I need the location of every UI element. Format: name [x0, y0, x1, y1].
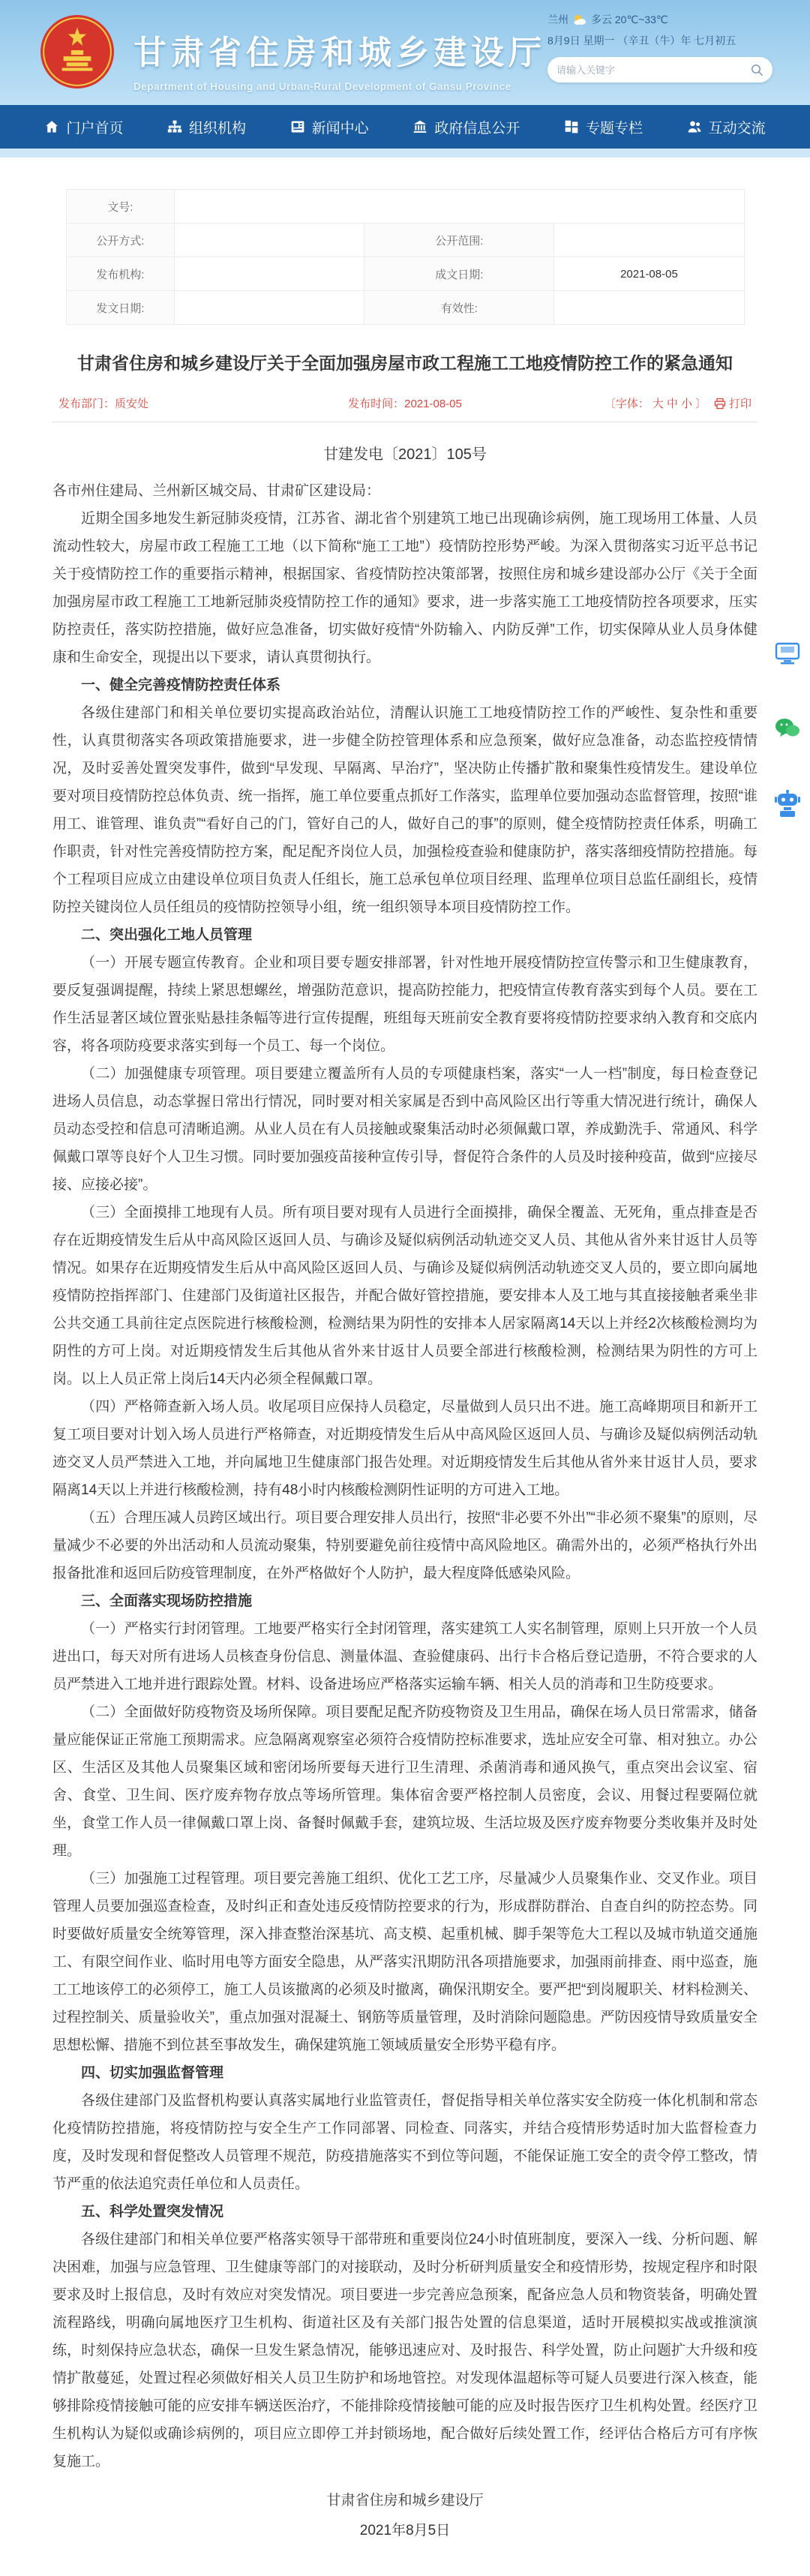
article-paragraph: （一）开展专题宣传教育。企业和项目要专题安排部署，针对性地开展疫情防控宣传警示和卫生健康教育，要反复强调提醒，持续上紧思想螺丝，增强防范意识，提高防控能力，把疫情宣传教育落实到每个人员。要在工作生活显著区域位置张贴悬挂条幅等进行宣传提醒，班组每天班前安全教育要将疫情防控要求纳入教育和交底内容，将各项防疫要求落实到每一个员工、每一个岗位。 [52, 955, 758, 1054]
font-size-control [603, 395, 708, 411]
weather-city: 兰州 [548, 14, 568, 26]
filing-pub-org-value [175, 257, 364, 291]
article-body [52, 477, 758, 2475]
nav-item-label: 新闻中心 [311, 120, 369, 137]
filing-open-type-value [175, 224, 364, 257]
nav-item-label: 政府信息公开 [434, 120, 520, 137]
publish-department: 发布部门：质安处 [58, 398, 149, 410]
print-label: 打印 [728, 398, 752, 410]
filing-issue-date-value [175, 291, 364, 325]
org-chart-icon [167, 119, 182, 134]
article-paragraph: 五、科学处置突发情况 [81, 2204, 224, 2220]
wechat-icon [774, 716, 801, 740]
nav-bottom-strip [0, 149, 810, 158]
site-title: 甘肃省住房和城乡建设厅 [134, 35, 546, 71]
article-paragraph: （三）加强施工过程管理。项目要完善施工组织、优化工艺工序，尽量减少人员聚集作业、交叉作业。项目管理人员要加强巡查检查，及时纠正和查处违反疫情防控要求的行为，形成群防群治、自查自纠的防控态势。同时要做好质量安全统筹管理，深入排查整治深基坑、高支模、起重机械、脚手架等危大工程以及城市轨道交通施工、有限空间作业、临时用电等方面安全隐患，从严落实汛期防汛各项措施要求，加强雨前排查、雨中巡查，施工工地该停工的必须停工，施工人员该撤离的必须及时撤离，确保汛期安全。要严把“到岗履职关、材料检测关、过程控制关、质量验收关”，重点加强对混凝土、钢筋等质量管理，及时消除问题隐患。严防因疫情导致质量安全思想松懈、措施不到位甚至事故发生，确保建筑施工领域质量安全形势平稳有序。 [52, 1871, 758, 2053]
article-paragraph: 一、健全完善疫情防控责任体系 [81, 677, 281, 693]
article-paragraph: 四、切实加强监督管理 [81, 2065, 224, 2081]
article-title: 甘肃省住房和城乡建设厅关于全面加强房屋市政工程施工工地疫情防控工作的紧急通知 [77, 353, 733, 373]
national-emblem-logo [39, 14, 116, 90]
document-filing-table [66, 189, 745, 325]
print-button[interactable] [714, 395, 752, 411]
search-icon [751, 64, 764, 77]
article-paragraph: （五）合理压减人员跨区域出行。项目要合理安排人员出行，按照“非必要不外出”“非必须不聚集”的原则，尽量减少不必要的外出活动和人员流动聚集，特别要避免前往疫情中高风险地区。确需外出的，必须严格执行外出报备批准和返回后防疫管理制度，在外严格做好个人防护，最大程度降低感染风险。 [52, 1510, 758, 1581]
grid-icon [564, 119, 579, 134]
article-paragraph: （三）全面摸排工地现有人员。所有项目要对现有人员进行全面摸排，确保全覆盖、无死角，重点排查是否存在近期疫情发生后从中高风险区返回人员、与确诊及疑似病例活动轨迹交叉人员、其他从省外来甘返甘人员等情况。如果存在近期疫情发生后从中高风险区返回人员、与确诊及疑似病例活动轨迹交叉人员的，要立即向属地疫情防控指挥部门、住建部门及街道社区报告，并配合做好管控措施，要安排本人及工地与其直接接触者乘坐非公共交通工具前往定点医院进行核酸检测，检测结果为阴性的安排本人居家隔离14天以上并经2次核酸检测均为阴性的方可上岗。对近期疫情发生后其他从省外来甘返甘人员要全部进行核酸检测，检测结果为阴性的方可上岗。以上人员正常上岗后14天内必须全程佩戴口罩。 [52, 1205, 758, 1387]
nav-item-label: 互动交流 [708, 120, 766, 137]
filing-issue-date-label: 发文日期: [66, 291, 175, 325]
site-header [0, 0, 810, 105]
main-nav [0, 105, 810, 149]
filing-open-type-label: 公开方式: [66, 224, 175, 257]
monitor-icon [775, 642, 800, 665]
article-paragraph: 各级住建部门和相关单位要切实提高政治站位，清醒认识施工工地疫情防控工作的严峻性、复杂性和重要性，认真贯彻落实各项政策措施要求，进一步健全防控管理体系和应急预案，做好应急准备，动态监控疫情情况，及时妥善处置突发事件，做到“早发现、早隔离、早治疗”，坚决防止传播扩散和聚集性疫情发生。建设单位要对项目疫情防控总体负责、统一指挥，施工单位要重点抓好工作落实，监理单位要加强动态监督管理，按照“谁用工、谁管理、谁负责”“看好自己的门，管好自己的人，做好自己的事”的原则，健全疫情防控责任体系，明确工作职责，针对性完善疫情防控方案，配足配齐岗位人员，加强检疫查验和健康防护，落实落细疫情防控措施。每个工程项目应成立由建设单位项目负责人任组长，施工总承包单位项目经理、监理单位项目总监任副组长，疫情防控关键岗位人员任组员的疫情防控领导小组，统一组织领导本项目疫情防控工作。 [52, 705, 758, 915]
filing-validity-label: 有效性: [364, 291, 554, 325]
home-icon [44, 119, 59, 134]
article-paragraph: （二）加强健康专项管理。项目要建立覆盖所有人员的专项健康档案，落实“一人一档”制度，每日检查登记进场人员信息，动态掌握日常出行情况，同时要对相关家属是否到中高风险区出行等重大情况进行统计，确保人员动态受控和信息可清晰追溯。从业人员在有人员接触或聚集活动时必须佩戴口罩，养成勤洗手、常通风、科学佩戴口罩等良好个人卫生习惯。同时要加强疫苗接种宣传引导，督促符合条件的人员及时接种疫苗，做到“应接尽接、应接必接”。 [52, 1066, 758, 1193]
nav-item-home[interactable] [37, 105, 130, 149]
nav-item-label: 组织机构 [188, 120, 246, 137]
article-paragraph: （一）严格实行封闭管理。工地要严格实行全封闭管理，落实建筑工人实名制管理，原则上只开放一个人员进出口，每天对所有进场人员核查身份信息、测量体温、查验健康码、出行卡合格后登记造册，不符合要求的人员严禁进入工地并进行跟踪处置。材料、设备进场应严格落实运输车辆、相关人员的消毒和卫生防疫要求。 [52, 1621, 758, 1692]
filing-open-scope-value [554, 224, 744, 257]
robot-assistant-button[interactable] [773, 789, 802, 818]
government-building-icon [412, 119, 428, 134]
filing-doc-no-label: 文号: [66, 190, 175, 224]
filing-write-date-value: 2021-08-05 [554, 257, 744, 291]
wechat-button[interactable] [773, 714, 802, 743]
document-content [0, 158, 810, 2576]
nav-item-special-columns[interactable] [556, 105, 650, 149]
nav-item-interaction[interactable] [680, 105, 773, 149]
article-paragraph: （四）严格筛查新入场人员。收尾项目应保持人员稳定，尽量做到人员只出不进。施工高峰期项目和新开工复工项目要对计划入场人员进行严格筛查，对近期疫情发生后从中高风险区返回人员、与确诊及疑似病例活动轨迹交叉人员严禁进入工地，并向属地卫生健康部门报告处理。对近期疫情发生后其他从省外来甘返甘人员，要求隔离14天以上并进行核酸检测，持有48小时内核酸检测阴性证明的方可进入工地。 [52, 1399, 758, 1498]
people-icon [687, 119, 702, 134]
nav-item-news[interactable] [283, 105, 376, 149]
search-input[interactable] [556, 65, 751, 76]
pc-version-button[interactable] [773, 639, 802, 668]
document-number: 甘建发电〔2021〕105号 [323, 446, 487, 463]
article-paragraph: 三、全面落实现场防控措施 [81, 1593, 253, 1609]
weather-text: 多云 20℃~33℃ [591, 14, 668, 26]
article-paragraph: 各级住建部门和相关单位要严格落实领导干部带班和重要岗位24小时值班制度，要深入一线、分析问题、解决困难，加强与应急管理、卫生健康等部门的对接联动，及时分析研判质量安全和疫情形势，按规定程序和时限要求及时上报信息，及时有效应对突发情况。项目要进一步完善应急预案，配备应急人员和物资装备，明确处置流程路线，明确向属地医疗卫生机构、街道社区及有关部门报告处置的信息渠道，适时开展模拟实战或推演演练，时刻保持应急状态，确保一旦发生紧急情况，能够迅速应对、及时报告、科学处置，防止问题扩大升级和疫情扩散蔓延，处置过程必须做好相关人员卫生防护和场地管控。对发现体温超标等可疑人员要进行深入核查，能够排除疫情接触可能的应安排车辆送医治疗，不能排除疫情接触可能的应及时报告医疗卫生机构处置。经医疗卫生机构认为疑似或确诊病例的，项目应立即停工并封锁场地，配合做好后续处置工作，经评估合格后方可有序恢复施工。 [52, 2232, 758, 2469]
nav-item-label: 专题专栏 [585, 120, 643, 137]
floating-widget-bar [771, 639, 804, 818]
nav-item-label: 门户首页 [66, 120, 124, 137]
site-subtitle: Department of Housing and Urban-Rural Development of Gansu Province [134, 81, 512, 92]
filing-doc-no-value [175, 190, 744, 224]
font-size-suffix: 〕 [694, 398, 706, 410]
nav-item-organization[interactable] [160, 105, 254, 149]
filing-pub-org-label: 发布机构: [66, 257, 175, 291]
weather-cloudy-icon [573, 14, 586, 26]
signature-block [52, 2486, 758, 2576]
filing-validity-value [554, 291, 744, 325]
nav-item-gov-info[interactable] [405, 105, 527, 149]
robot-icon [775, 790, 800, 817]
signature-org: 甘肃省住房和城乡建设厅 [326, 2493, 484, 2508]
article-paragraph: 各级住建部门及监督机构要认真落实属地行业监管责任，督促指导相关单位落实安全防疫一体化机制和常态化疫情防控措施，将疫情防控与安全生产工作同部署、同检查、同落实，并结合疫情形势适时加大监督检查力度，及时发现和督促整改人员管理不规范，防疫措施落实不到位等问题，不能保证施工安全的责令停工整改，情节严重的依法追究责任单位和人员责任。 [52, 2093, 758, 2192]
article-paragraph: （二）全面做好防疫物资及场所保障。项目要配足配齐防疫物资及卫生用品，确保在场人员日常需求，储备量应能保证正常施工预期需求。应急隔离观察室必须符合疫情防控标准要求，选址应安全可靠、相对独立。办公区、生活区及其他人员聚集区域和密闭场所要每天进行卫生清理、杀菌消毒和通风换气，重点突出会议室、宿舍、食堂、卫生间、医疗废弃物存放点等场所管理。集体宿舍要严格控制人员密度，会议、用餐过程要隔位就坐，食堂工作人员一律佩戴口罩上岗、备餐时佩戴手套，建筑垃圾、生活垃圾及医疗废弃物要分类收集并及时处理。 [52, 1704, 758, 1859]
font-size-prefix: 〔字体： [604, 398, 650, 410]
article-paragraph: 近期全国多地发生新冠肺炎疫情，江苏省、湖北省个别建筑工地已出现确诊病例，施工现场用工体量、人员流动性较大，房屋市政工程施工工地（以下简称“施工工地”）疫情防控形势严峻。为深入贯彻落实习近平总书记关于疫情防控工作的重要指示精神，根据国家、省疫情防控决策部署，按照住房和城乡建设部办公厅《关于全面加强房屋市政工程施工工地新冠肺炎疫情防控工作的通知》要求，进一步落实施工工地疫情防控各项要求，压实防控责任，落实防控措施，做好应急准备，切实做好疫情“外防输入、内防反弹”工作，切实保障从业人员身体健康和生命安全，现提出以下要求，请认真贯彻执行。 [52, 511, 758, 665]
article-paragraph: 各市州住建局、兰州新区城交局、甘肃矿区建设局： [52, 483, 381, 499]
filing-open-scope-label: 公开范围: [364, 224, 554, 257]
font-size-small-button[interactable]: 小 [680, 398, 692, 410]
article-paragraph: 二、突出强化工地人员管理 [81, 927, 253, 943]
font-size-medium-button[interactable]: 中 [666, 398, 678, 410]
date-line: 8月9日 星期一 （辛丑（牛）年 七月初五 [548, 35, 736, 47]
filing-write-date-label: 成文日期: [364, 257, 554, 291]
newspaper-icon [290, 119, 305, 134]
article-meta-bar [52, 395, 758, 422]
publish-time: 发布时间：2021-08-05 [348, 398, 462, 410]
signature-date: 2021年8月5日 [359, 2523, 451, 2538]
search-box [548, 57, 772, 83]
printer-icon [714, 398, 726, 410]
font-size-large-button[interactable]: 大 [652, 398, 664, 410]
search-button[interactable] [751, 64, 764, 77]
